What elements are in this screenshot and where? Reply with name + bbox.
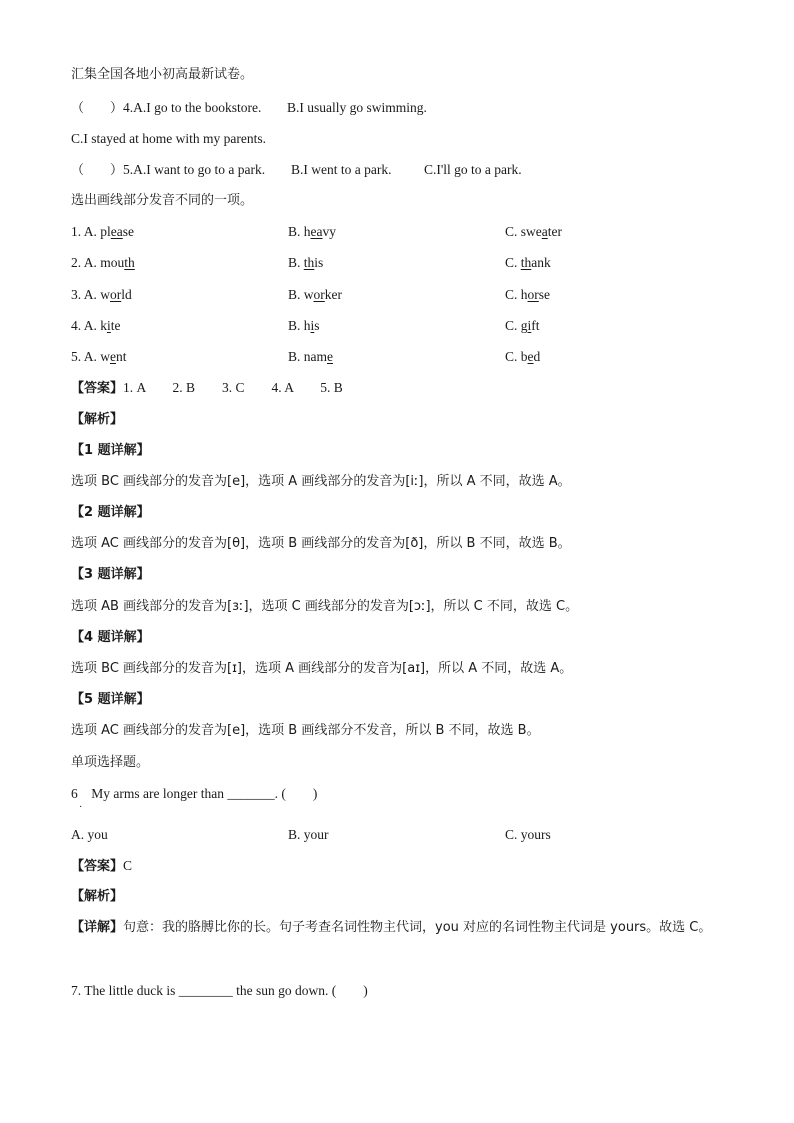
answer-blank: （ ）	[71, 163, 124, 178]
section-single-choice-title: 单项选择题。	[71, 755, 150, 770]
detail-6	[71, 914, 721, 942]
detail-1-label: 【1 题详解】	[71, 443, 150, 458]
phonetics-option-a: 4. A. kite	[71, 318, 121, 333]
question-6-option-b: B. your	[288, 827, 329, 842]
question-4	[71, 99, 427, 118]
detail-6-label: 【详解】	[71, 920, 124, 935]
phonetics-option-c: C. gift	[505, 318, 540, 333]
phonetics-option-a: 1. A. please	[71, 224, 134, 239]
header-note: 汇集全国各地小初高最新试卷。	[71, 67, 254, 82]
detail-4-text: 选项 BC 画线部分的发音为[ɪ]，选项 A 画线部分的发音为[aɪ]，所以 A 不同，故选 A。	[71, 661, 573, 676]
phonetics-option-c: C. sweater	[505, 224, 562, 239]
section-phonetics-title: 选出画线部分发音不同的一项。	[71, 193, 254, 208]
analysis-6-label: 【解析】	[71, 889, 124, 904]
question-4-option-c: C.I stayed at home with my parents.	[71, 131, 266, 146]
phonetics-option-c: C. thank	[505, 255, 551, 270]
detail-6-text: 句意：我的胳膊比你的长。句子考查名词性物主代词，you 对应的名词性物主代词是 yours。故选 C。	[123, 920, 712, 935]
phonetics-option-b: B. heavy	[288, 224, 336, 239]
question-6-option-c: C. yours	[505, 827, 551, 842]
detail-3-label: 【3 题详解】	[71, 567, 150, 582]
detail-2-label: 【2 题详解】	[71, 505, 150, 520]
answer-text: C	[123, 858, 133, 873]
question-5-option-a: 5.A.I want to go to a park.	[123, 162, 266, 177]
phonetics-option-b: B. his	[288, 318, 320, 333]
phonetics-option-c: C. bed	[505, 349, 541, 364]
question-5	[71, 161, 522, 180]
question-7: 7. The little duck is ________ the sun go down. ( )	[71, 983, 368, 998]
question-5-option-c: C.I'll go to a park.	[424, 162, 522, 177]
detail-2-text: 选项 AC 画线部分的发音为[θ]，选项 B 画线部分的发音为[ð]，所以 B 不同，故选 B。	[71, 536, 571, 551]
phonetics-option-a: 5. A. went	[71, 349, 127, 364]
detail-1-text: 选项 BC 画线部分的发音为[e]，选项 A 画线部分的发音为[iː]，所以 A 不同，故选 A。	[71, 474, 571, 489]
answer-label: 【答案】	[71, 859, 124, 874]
answer-blank: （ ）	[71, 101, 124, 116]
detail-5-text: 选项 AC 画线部分的发音为[e]，选项 B 画线部分不发音，所以 B 不同，故选 B。	[71, 723, 540, 738]
question-5-option-b: B.I went to a park.	[291, 162, 392, 177]
phonetics-option-b: B. name	[288, 349, 333, 364]
analysis-label: 【解析】	[71, 412, 124, 427]
question-4-option-b: B.I usually go swimming.	[287, 100, 427, 115]
phonetics-option-b: B. worker	[288, 287, 343, 302]
phonetics-option-a: 3. A. world	[71, 287, 132, 302]
question-4-option-a: 4.A.I go to the bookstore.	[123, 100, 262, 115]
answer-block-1	[71, 379, 343, 398]
detail-5-label: 【5 题详解】	[71, 692, 150, 707]
detail-4-label: 【4 题详解】	[71, 630, 150, 645]
answer-text: 1. A 2. B 3. C 4. A 5. B	[123, 380, 343, 395]
answer-block-6	[71, 857, 132, 876]
phonetics-option-a: 2. A. mouth	[71, 255, 135, 270]
phonetics-option-b: B. this	[288, 255, 324, 270]
phonetics-option-c: C. horse	[505, 287, 551, 302]
question-6-dot: ·	[79, 802, 83, 813]
question-6: 6 My arms are longer than _______. ( )	[71, 786, 318, 801]
question-6-option-a: A. you	[71, 827, 108, 842]
detail-3-text: 选项 AB 画线部分的发音为[ɜː]，选项 C 画线部分的发音为[ɔː]，所以 C 不同，故选 C。	[71, 599, 579, 614]
answer-label: 【答案】	[71, 381, 124, 396]
